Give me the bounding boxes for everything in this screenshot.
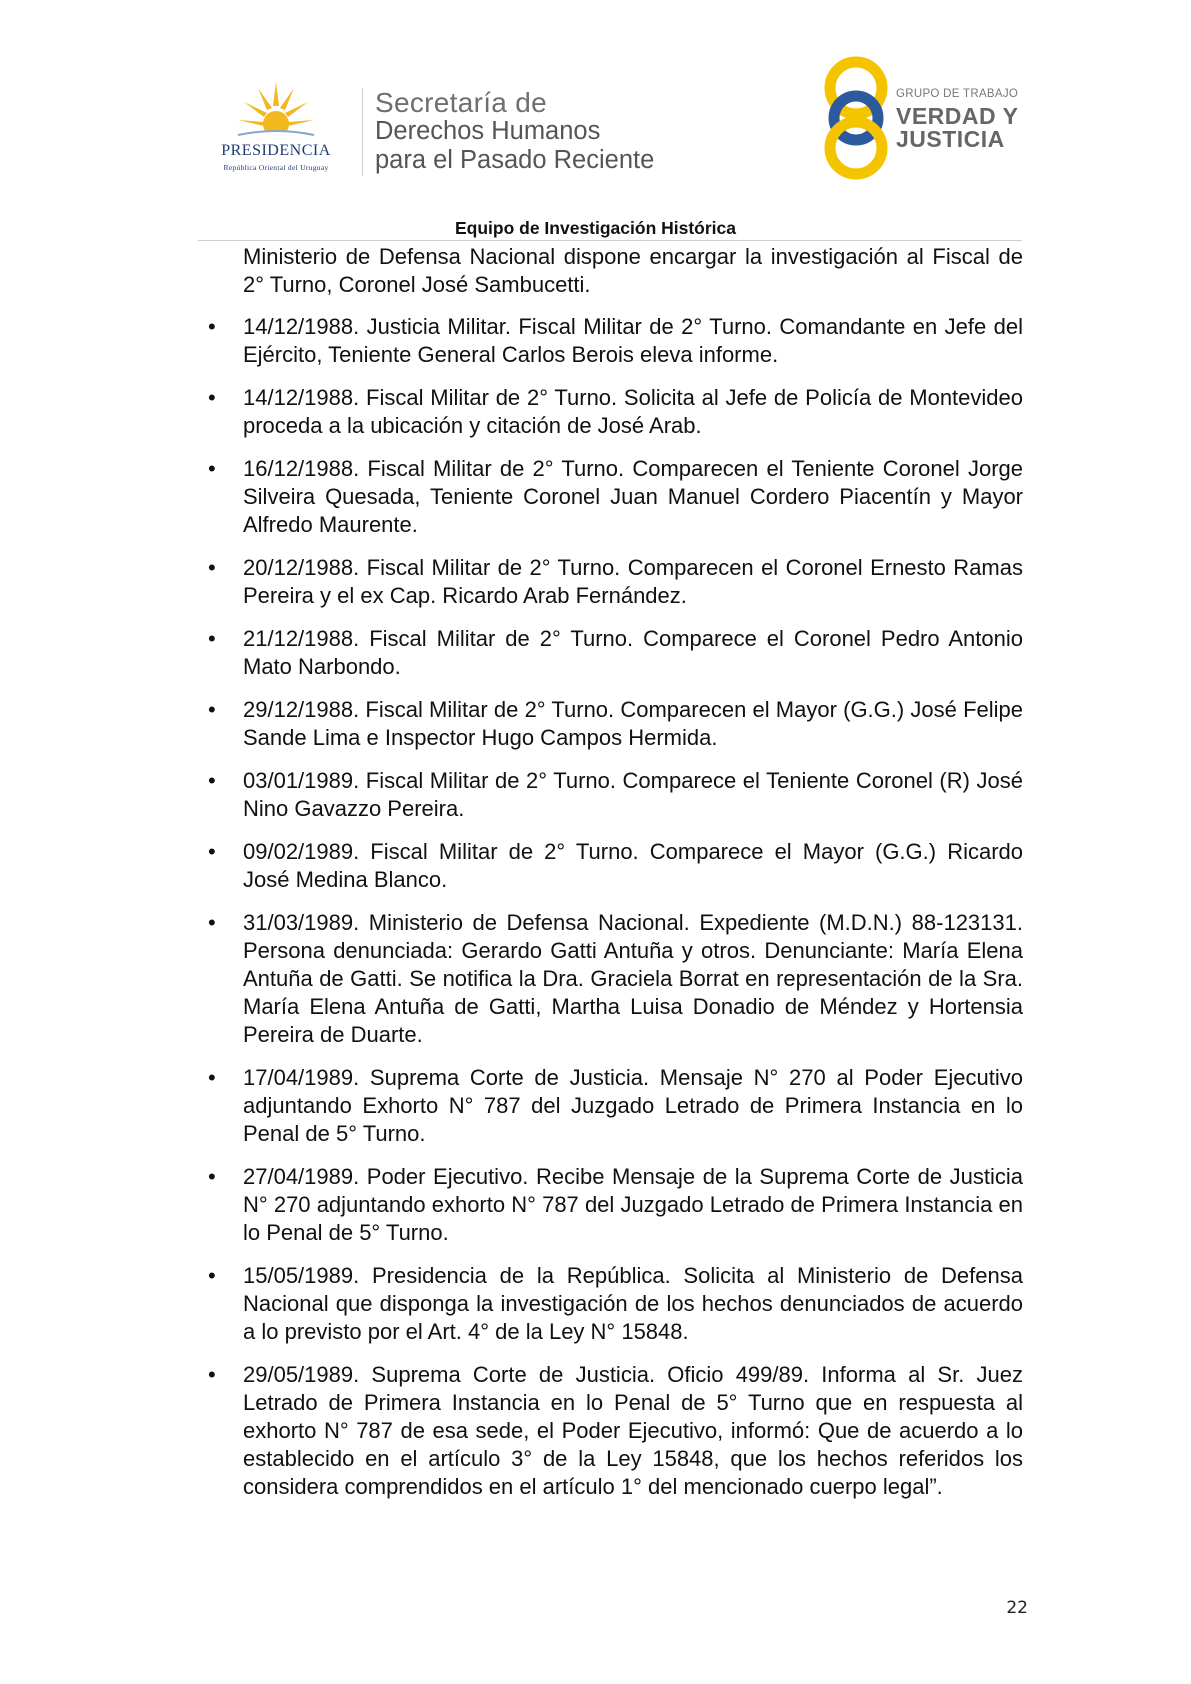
rings-icon	[820, 56, 892, 180]
sun-icon	[236, 80, 316, 142]
list-item: • 17/04/1989. Suprema Corte de Justicia. Mensaje N° 270 al Poder Ejecutivo adjuntando Exhorto N° 787 del Juzgado Letrado de Primera Instancia en lo Penal de 5° Turno.	[243, 1064, 1023, 1148]
verdad-label: VERDAD Y	[896, 103, 1019, 129]
event-list	[243, 313, 1023, 1501]
presidencia-name: PRESIDENCIA	[221, 142, 331, 159]
presidencia-logo	[196, 80, 356, 180]
secretaria-title	[375, 88, 654, 175]
list-item: • 29/12/1988. Fiscal Militar de 2° Turno. Comparecen el Mayor (G.G.) José Felipe Sande Lima e Inspector Hugo Campos Hermida.	[243, 696, 1023, 752]
intro-paragraph: Ministerio de Defensa Nacional dispone encargar la investigación al Fiscal de 2° Turno, Coronel José Sambucetti.	[243, 244, 1023, 297]
list-item: • 31/03/1989. Ministerio de Defensa Nacional. Expediente (M.D.N.) 88-123131. Persona denunciada: Gerardo Gatti Antuña y otros. Denunciante: María Elena Antuña de Gatti. Se notifica la Dra. Graciela Borrat en representación de la Sra. María Elena Antuña de Gatti, Martha Luisa Donadio de Méndez y Hortensia Pereira de Duarte.	[243, 909, 1023, 1049]
list-item: • 15/05/1989. Presidencia de la República. Solicita al Ministerio de Defensa Nacional que disponga la investigación de los hechos denunciados de acuerdo a lo previsto por el Art. 4° de la Ley N° 15848.	[243, 1262, 1023, 1346]
list-item: • 14/12/1988. Justicia Militar. Fiscal Militar de 2° Turno. Comandante en Jefe del Ejército, Teniente General Carlos Berois eleva informe.	[243, 313, 1023, 369]
secretaria-line-2: Derechos Humanos	[375, 117, 601, 145]
list-item: • 03/01/1989. Fiscal Militar de 2° Turno. Comparece el Teniente Coronel (R) José Nino Gavazzo Pereira.	[243, 767, 1023, 823]
list-item: • 09/02/1989. Fiscal Militar de 2° Turno. Comparece el Mayor (G.G.) Ricardo José Medina Blanco.	[243, 838, 1023, 894]
justicia-label: JUSTICIA	[896, 126, 1005, 152]
grupo-trabajo-label: GRUPO DE TRABAJO	[896, 88, 1019, 100]
list-item: • 20/12/1988. Fiscal Militar de 2° Turno. Comparecen el Coronel Ernesto Ramas Pereira y el ex Cap. Ricardo Arab Fernández.	[243, 554, 1023, 610]
presidencia-subtitle: República Oriental del Uruguay	[223, 163, 329, 172]
secretaria-line-1: Secretaría de	[375, 87, 547, 118]
list-item: • 21/12/1988. Fiscal Militar de 2° Turno. Comparece el Coronel Pedro Antonio Mato Narbondo.	[243, 625, 1023, 681]
page-number: 22	[1006, 1598, 1028, 1618]
header-rule	[198, 240, 1022, 241]
team-title: Equipo de Investigación Histórica	[454, 218, 737, 238]
list-item: • 27/04/1989. Poder Ejecutivo. Recibe Mensaje de la Suprema Corte de Justicia N° 270 adjuntando exhorto N° 787 del Juzgado Letrado de Primera Instancia en lo Penal de 5° Turno.	[243, 1163, 1023, 1247]
list-item: • 29/05/1989. Suprema Corte de Justicia. Oficio 499/89. Informa al Sr. Juez Letrado de Primera Instancia en lo Penal de 5° Turno que en respuesta al exhorto N° 787 de esa sede, el Poder Ejecutivo, informó: Que de acuerdo a lo establecido en el artículo 3° de la Ley 15848, que los hechos referidos los considera comprendidos en el artículo 1° del mencionado cuerpo legal”.	[243, 1361, 1023, 1501]
list-item: • 16/12/1988. Fiscal Militar de 2° Turno. Comparecen el Teniente Coronel Jorge Silveira Quesada, Teniente Coronel Juan Manuel Cordero Piacentín y Mayor Alfredo Maurente.	[243, 455, 1023, 539]
document-body	[243, 243, 1023, 1516]
grupo-trabajo-logo	[820, 56, 1050, 186]
header-divider	[362, 88, 363, 176]
list-item: • 14/12/1988. Fiscal Militar de 2° Turno. Solicita al Jefe de Policía de Montevideo proceda a la ubicación y citación de José Arab.	[243, 384, 1023, 440]
page-header	[0, 0, 1191, 240]
secretaria-line-3: para el Pasado Reciente	[375, 146, 655, 174]
